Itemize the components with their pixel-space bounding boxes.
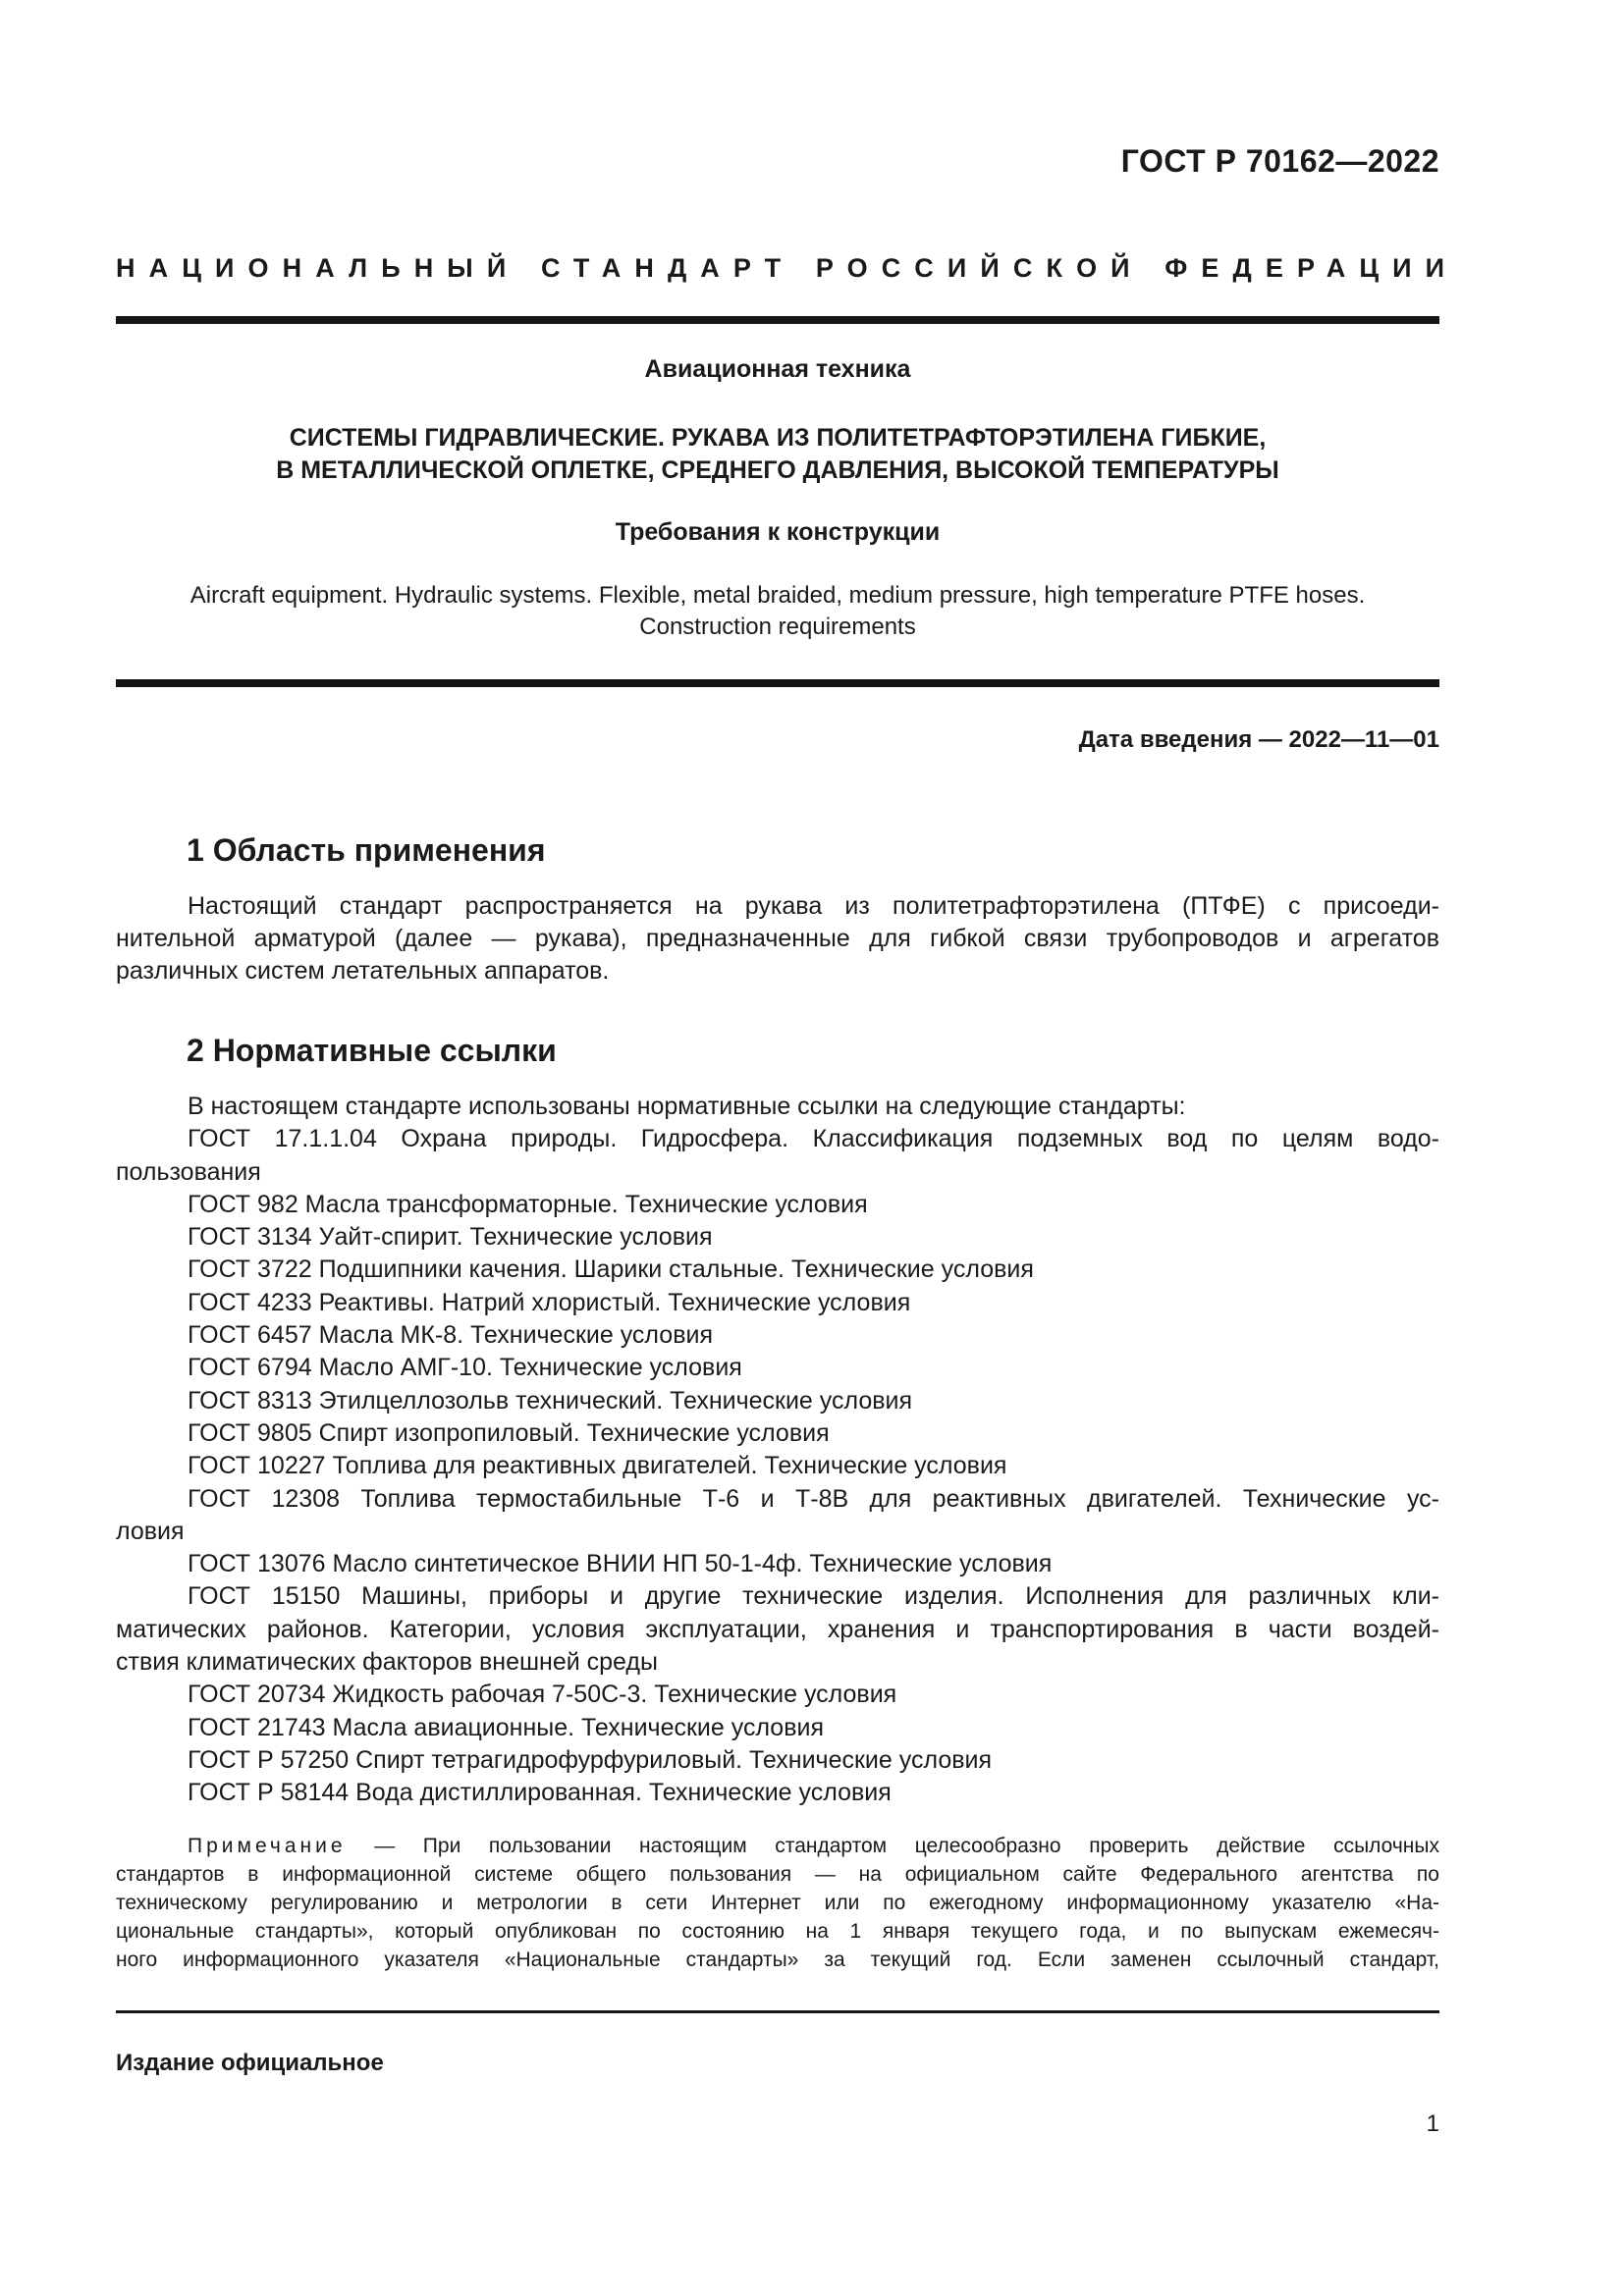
reference-item: ГОСТ 13076 Масло синтетическое ВНИИ НП 50-1-4ф. Технические условия [188, 1550, 1053, 1578]
reference-item: ГОСТ 8313 Этилцеллозольв технический. Технические условия [188, 1386, 913, 1415]
national-standard-line: НАЦИОНАЛЬНЫЙ СТАНДАРТ РОССИЙСКОЙ ФЕДЕРАЦИИ [116, 253, 1459, 283]
section-1-heading: 1 Область применения [187, 832, 546, 868]
section-1-body [116, 890, 1439, 988]
reference-item: ГОСТ 20734 Жидкость рабочая 7-50С-3. Технические условия [188, 1681, 897, 1709]
normative-references [116, 1091, 1439, 1810]
reference-item: ловия [116, 1517, 185, 1545]
main-title-line: СИСТЕМЫ ГИДРАВЛИЧЕСКИЕ. РУКАВА ИЗ ПОЛИТЕТРАФТОРЭТИЛЕНА ГИБКИЕ, [289, 424, 1267, 452]
reference-item: ГОСТ Р 57250 Спирт тетрагидрофурфуриловый. Технические условия [188, 1745, 993, 1774]
references-lead: В настоящем стандарте использованы нормативные ссылки на следующие стандарты: [188, 1093, 1186, 1120]
text-line: Настоящий стандарт распространяется на рукава из политетрафторэтилена (ПТФЕ) с присоеди- [188, 892, 1439, 920]
requirements-title: Требования к конструкции [615, 518, 941, 546]
title-divider [116, 679, 1439, 687]
note-line: стандартов в информационной системе общего пользования — на официальном сайте Федерального агентства по [116, 1863, 1439, 1886]
text-line: различных систем летательных аппаратов. [116, 957, 610, 985]
reference-item: ГОСТ 12308 Топлива термостабильные Т-6 и Т-8В для реактивных двигателей. Технические ус- [188, 1484, 1439, 1513]
reference-item: ГОСТ 17.1.1.04 Охрана природы. Гидросфера. Классификация подземных вод по целям водо- [188, 1125, 1439, 1153]
reference-item: ГОСТ 6794 Масло АМГ-10. Технические условия [188, 1354, 742, 1382]
reference-item: ГОСТ Р 58144 Вода дистиллированная. Технические условия [188, 1779, 892, 1807]
reference-item: ГОСТ 15150 Машины, приборы и другие технические изделия. Исполнения для различных кли- [188, 1582, 1439, 1611]
standard-code: ГОСТ Р 70162—2022 [1120, 143, 1439, 179]
note-line: циональные стандарты», который опубликован по состоянию на 1 января текущего года, и по выпускам ежемесяч- [116, 1920, 1439, 1943]
english-title-line: Aircraft equipment. Hydraulic systems. Flexible, metal braided, medium pressure, high temperature PTFE hoses. [189, 582, 1366, 609]
reference-item: ГОСТ 6457 Масла МК-8. Технические условия [188, 1321, 713, 1350]
note-first-text: — При пользовании настоящим стандартом целесообразно проверить действие ссылочных [374, 1835, 1439, 1857]
note-label: Примечание [188, 1835, 347, 1857]
english-title-line: Construction requirements [639, 614, 916, 640]
reference-item: ствия климатических факторов внешней среды [116, 1648, 658, 1677]
section-2-heading: 2 Нормативные ссылки [187, 1033, 557, 1068]
note-first-line [116, 1832, 1439, 1860]
category-title: Авиационная техника [644, 355, 911, 383]
reference-item: ГОСТ 21743 Масла авиационные. Технические условия [188, 1713, 824, 1741]
reference-item: ГОСТ 3134 Уайт-спирит. Технические условия [188, 1223, 713, 1252]
note-block [116, 1832, 1439, 1974]
reference-item: ГОСТ 982 Масла трансформаторные. Технические условия [188, 1190, 868, 1218]
page-number: 1 [1426, 2110, 1439, 2137]
main-title-line: В МЕТАЛЛИЧЕСКОЙ ОПЛЕТКЕ, СРЕДНЕГО ДАВЛЕНИЯ, ВЫСОКОЙ ТЕМПЕРАТУРЫ [276, 456, 1279, 484]
reference-item: пользования [116, 1157, 261, 1186]
reference-item: ГОСТ 10227 Топлива для реактивных двигателей. Технические условия [188, 1452, 1007, 1480]
note-line: ного информационного указателя «Национальные стандарты» за текущий год. Если заменен ссылочный стандарт, [116, 1949, 1439, 1971]
text-line: нительной арматурой (далее — рукава), предназначенные для гибкой связи трубопроводов и агрегатов [116, 925, 1439, 952]
reference-item: ГОСТ 3722 Подшипники качения. Шарики стальные. Технические условия [188, 1255, 1034, 1284]
official-edition-label: Издание официальное [116, 2050, 384, 2076]
reference-item: матических районов. Категории, условия эксплуатации, хранения и транспортирования в части воздей- [116, 1615, 1439, 1643]
note-line: техническому регулированию и метрологии в сети Интернет или по ежегодному информационному указателю «На- [116, 1892, 1439, 1914]
reference-item: ГОСТ 9805 Спирт изопропиловый. Технические условия [188, 1418, 830, 1447]
footer-divider [116, 2010, 1439, 2013]
main-title [116, 422, 1439, 487]
english-title [116, 580, 1439, 643]
introduction-date: Дата введения — 2022—11—01 [1078, 726, 1439, 753]
top-divider [116, 316, 1439, 324]
document-page [116, 0, 1459, 2296]
reference-item: ГОСТ 4233 Реактивы. Натрий хлористый. Технические условия [188, 1288, 911, 1316]
